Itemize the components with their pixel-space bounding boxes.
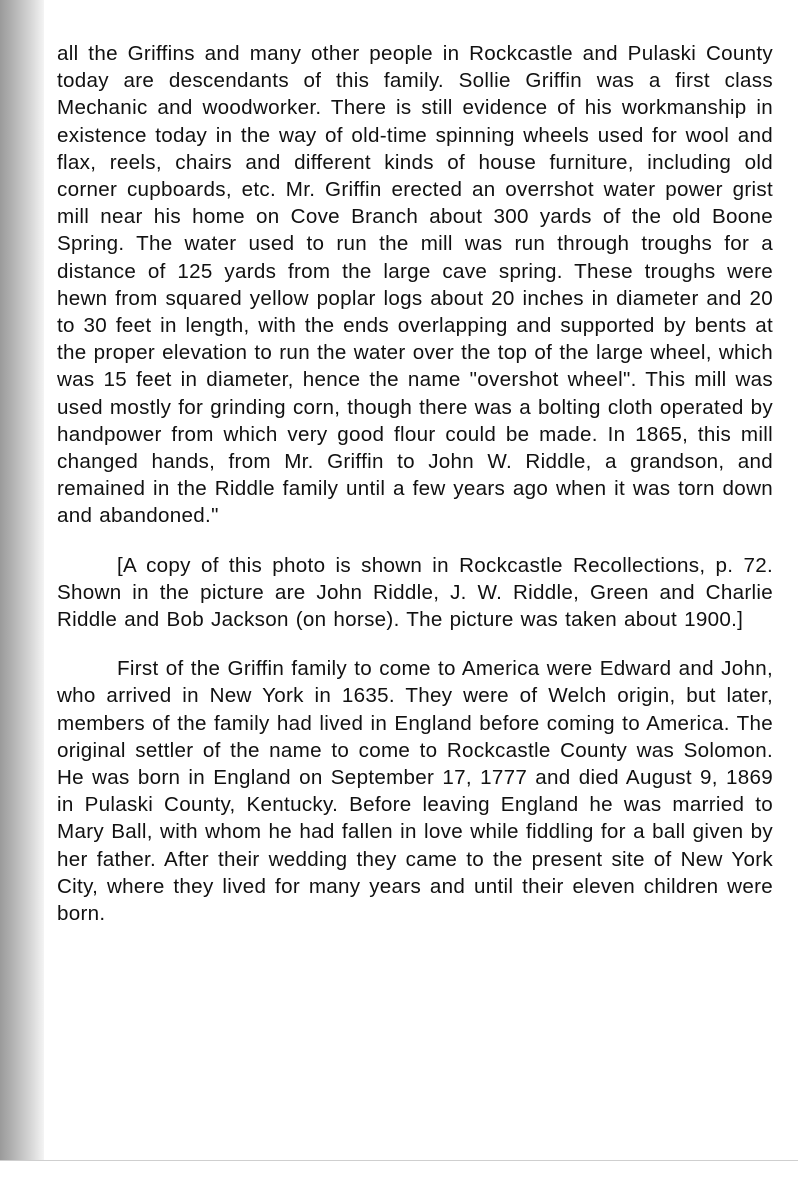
document-page (57, 40, 773, 927)
page-bottom-edge (0, 1160, 798, 1161)
scan-binding-shadow (0, 0, 44, 1160)
paragraph-photo-note: [A copy of this photo is shown in Rockcastle Recollections, p. 72. Shown in the picture are John Riddle, J. W. Riddle, Green and Charlie Riddle and Bob Jackson (on horse). The picture was taken about 1900.] (57, 553, 773, 632)
paragraph-griffin-mill: all the Griffins and many other people in Rockcastle and Pulaski County today are descendants of this family. Sollie Griffin was a first class Mechanic and woodworker. There is still evidence of his workmanship in existence today in the way of old-time spinning wheels used for wool and flax, reels, chairs and different kinds of house furniture, including old corner cupboards, etc. Mr. Griffin erected an overrshot water power grist mill near his home on Cove Branch about 300 yards of the old Boone Spring. The water used to run the mill was run through troughs for a distance of 125 yards from the large cave spring. These troughs were hewn from squared yellow poplar logs about 20 inches in diameter and 20 to 30 feet in length, with the ends overlapping and supported by bents at the proper elevation to run the water over the top of the large wheel, which was 15 feet in diameter, hence the name "overshot wheel". This mill was used mostly for grinding corn, though there was a bolting cloth operated by handpower from which very good flour could be made. In 1865, this mill changed hands, from Mr. Griffin to John W. Riddle, a grandson, and remained in the Riddle family until a few years ago when it was torn down and abandoned." (57, 42, 773, 528)
paragraph-griffin-family-origin: First of the Griffin family to come to America were Edward and John, who arrived in New York in 1635. They were of Welch origin, but later, members of the family had lived in England before coming to America. The original settler of the name to come to Rockcastle County was Solomon. He was born in England on September 17, 1777 and died August 9, 1869 in Pulaski County, Kentucky. Before leaving England he was married to Mary Ball, with whom he had fallen in love while fiddling for a ball given by her father. After their wedding they came to the present site of New York City, where they lived for many years and until their eleven children were born. (57, 657, 773, 926)
